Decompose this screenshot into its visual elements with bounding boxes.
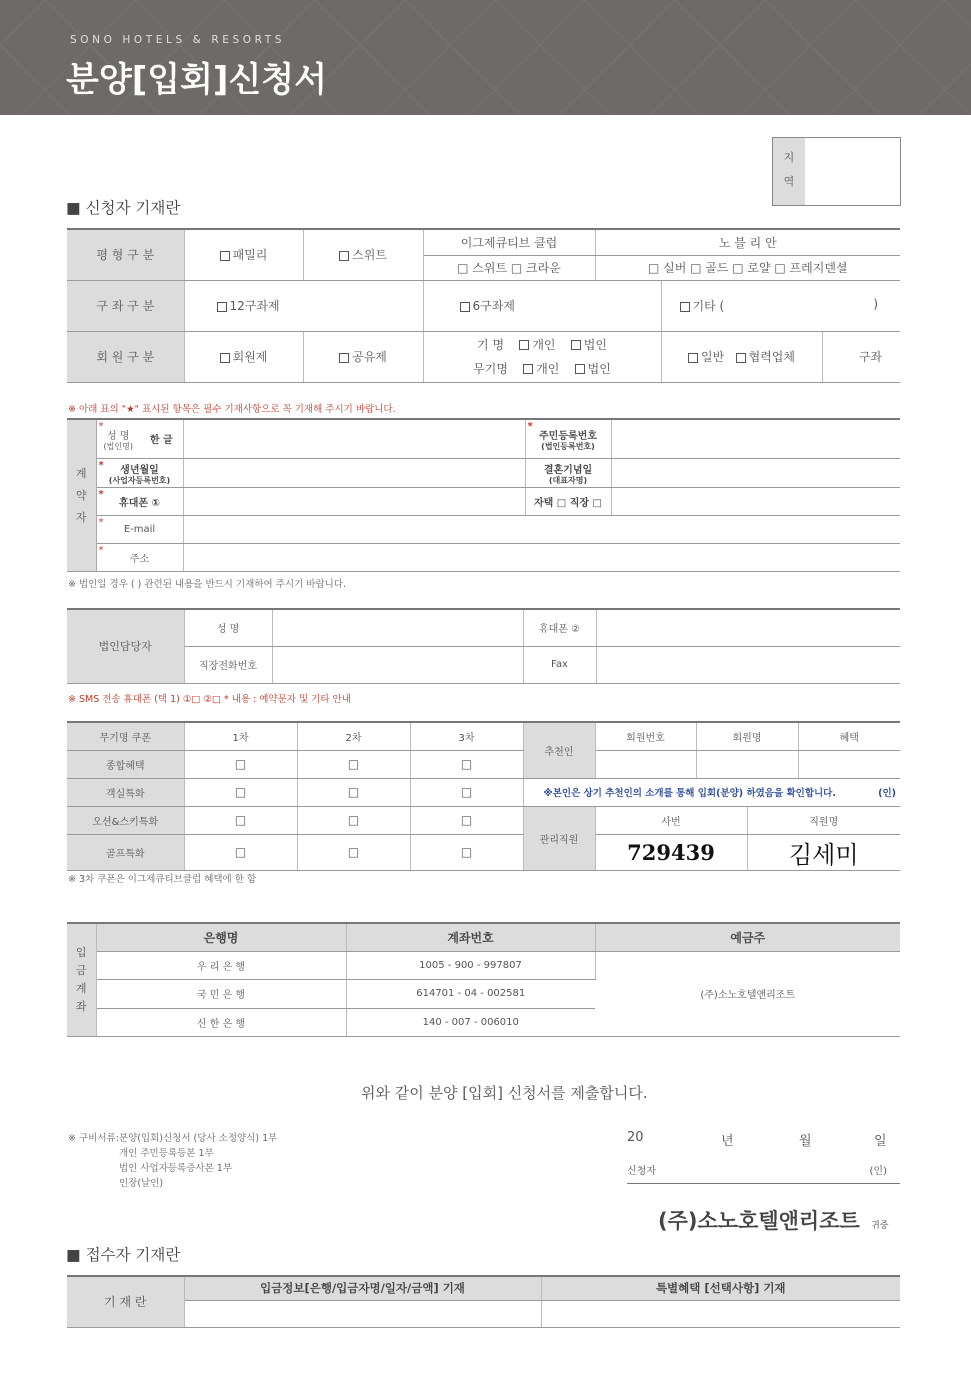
phone1-extra-field[interactable] [611, 487, 900, 515]
wedding-text: 결혼기념일 [543, 464, 593, 476]
checkbox[interactable] [523, 364, 533, 374]
rec-number-field[interactable] [595, 750, 696, 778]
other-close: ) [873, 297, 878, 311]
coupon-checkbox[interactable]: □ [297, 750, 410, 778]
checkbox[interactable] [736, 353, 746, 363]
bank-account: 140 - 007 - 006010 [346, 1008, 595, 1036]
coupon-checkbox[interactable]: □ [297, 834, 410, 870]
opt-6[interactable] [423, 280, 661, 331]
other-label: 기타 ( [692, 299, 725, 313]
units-cell[interactable]: 구좌 [822, 331, 900, 382]
exec-club-header: 이그제큐티브 클럽 [423, 229, 595, 255]
checkbox[interactable] [220, 353, 230, 363]
section-receiver-label: 접수자 기재란 [85, 1246, 181, 1264]
noblian-header: 노 블 리 안 [595, 229, 900, 255]
korean-label: 한 글 [140, 419, 183, 458]
noblian-options[interactable]: □ 실버 □ 골드 □ 로얄 □ 프레지덴셜 [595, 255, 900, 280]
checkbox[interactable] [460, 302, 470, 312]
checkbox[interactable] [217, 302, 227, 312]
applicant-seal: (인) [869, 1166, 887, 1177]
opt12-label: 12구좌제 [229, 299, 280, 313]
corp-name-field[interactable] [272, 609, 523, 646]
opt-suite[interactable] [303, 229, 423, 280]
rec-benefit-field[interactable] [798, 750, 900, 778]
bank-side-label: 입 금 계 좌 [67, 923, 96, 1036]
rec-seal: (인) [878, 788, 897, 799]
checkbox[interactable] [339, 251, 349, 261]
receipt-field2[interactable] [541, 1300, 900, 1327]
phone2-label: 휴대폰 ② [523, 609, 596, 646]
phone1-field[interactable] [183, 487, 525, 515]
rec-col-name: 회원명 [696, 722, 798, 750]
rec-col-number: 회원번호 [595, 722, 696, 750]
anon-label: 무기명 [473, 361, 508, 376]
coupon-checkbox[interactable]: □ [410, 750, 523, 778]
star-icon: * [98, 421, 104, 432]
corp-name-label: 성 명 [184, 609, 272, 646]
shared-label: 공유제 [352, 350, 387, 364]
doc-item: ※ 구비서류:분양(입회)신청서 (당사 소정양식) 1부 [68, 1133, 278, 1144]
checkbox[interactable] [575, 364, 585, 374]
wedding-field[interactable] [611, 458, 900, 487]
notice-coupon: ※ 3차 쿠폰은 이그제큐티브클럽 혜택에 한 함 [68, 874, 257, 885]
wedding-label [525, 458, 611, 487]
coupon-checkbox[interactable]: □ [184, 806, 297, 834]
date-year-prefix: 20 [627, 1130, 644, 1145]
round3-header: 3차 [410, 722, 523, 750]
opt-other[interactable] [661, 280, 900, 331]
coupon-row-label: 객실특화 [67, 778, 184, 806]
receipt-col1: 입금정보[은행/입금자명/일자/금액] 기재 [184, 1276, 541, 1300]
fax-label: Fax [523, 646, 596, 683]
opt-general-partner[interactable] [661, 331, 822, 382]
bank-holder: (주)소노호텔앤리조트 [595, 951, 900, 1036]
coupon-checkbox[interactable]: □ [410, 778, 523, 806]
name-text: 성 명 [107, 430, 130, 442]
work-tel-field[interactable] [272, 646, 523, 683]
coupon-row-label: 골프특화 [67, 834, 184, 870]
email-label [96, 515, 183, 543]
header-banner [0, 0, 971, 115]
corp-label-2: 법인 [587, 361, 611, 376]
doc-item: 인장(날인) [119, 1178, 164, 1189]
bank-account: 1005 - 900 - 997807 [346, 951, 595, 979]
wedding-sub: (대표자명) [548, 475, 588, 485]
bank-table [67, 922, 900, 1037]
opt-shared[interactable] [303, 331, 423, 382]
address-text: 주소 [129, 553, 150, 565]
receipt-field1[interactable] [184, 1300, 541, 1327]
address-label [96, 543, 183, 571]
coupon-table [67, 721, 900, 871]
rec-confirm-text: ※본인은 상기 추천인의 소개를 통해 입회(분양) 하였음을 확인합니다. [543, 788, 836, 799]
birth-text: 생년월일 [120, 464, 159, 476]
name-sub: (법인명) [103, 441, 133, 451]
notice-required: ※ 아래 표의 "★" 표시된 항목은 필수 기재사항으로 꼭 기재해 주시기 바랍니다. [68, 404, 396, 415]
row-unit-label: 평 형 구 분 [67, 229, 184, 280]
checkbox[interactable] [688, 353, 698, 363]
applicant-label: 신청자 [627, 1166, 656, 1177]
coupon-checkbox[interactable]: □ [410, 834, 523, 870]
coupon-checkbox[interactable]: □ [184, 834, 297, 870]
fax-field[interactable] [596, 646, 900, 683]
brand-name: SONO HOTELS & RESORTS [70, 34, 286, 46]
section-applicant-label: 신청자 기재란 [85, 199, 181, 217]
checkbox[interactable] [680, 302, 690, 312]
page-title: 분양[입회]신청서 [66, 60, 327, 100]
name-field[interactable] [183, 419, 525, 458]
email-text: E-mail [123, 523, 156, 535]
company-name [658, 1205, 888, 1235]
indiv-label: 개인 [532, 337, 556, 352]
date-month-label: 월 [799, 1134, 812, 1149]
opt6-label: 6구좌제 [472, 299, 515, 313]
checkbox[interactable] [339, 353, 349, 363]
coupon-checkbox[interactable]: □ [297, 806, 410, 834]
named-label: 기 명 [477, 337, 505, 352]
section-applicant: ■ 신청자 기재란 [66, 199, 181, 217]
contract-table [67, 418, 900, 572]
region-label: 지 역 [773, 138, 805, 205]
coupon-checkbox[interactable]: □ [297, 778, 410, 806]
checkbox[interactable] [220, 251, 230, 261]
required-docs [68, 1131, 277, 1191]
rrn-sub: (법인등록번호) [541, 441, 595, 451]
receipt-col2: 특별혜택 [선택사항] 기재 [541, 1276, 900, 1300]
corp-contact-table [67, 608, 900, 684]
receipt-label: 기 재 란 [67, 1276, 184, 1327]
receipt-table [67, 1275, 900, 1328]
bank-col-name: 은행명 [96, 923, 346, 951]
date-year-label: 년 [721, 1134, 734, 1149]
staff-id-value[interactable]: 729439 [595, 834, 747, 870]
general-label: 일반 [700, 350, 725, 364]
round1-header: 1차 [184, 722, 297, 750]
notice-sms[interactable]: ※ SMS 전송 휴대폰 (택 1) ①□ ②□ * 내용 : 예약문자 및 기타 안내 [68, 694, 351, 705]
date-day-label: 일 [874, 1134, 887, 1149]
indiv-label-2: 개인 [536, 361, 560, 376]
bank-col-account: 계좌번호 [346, 923, 595, 951]
staff-col-name: 직원명 [747, 806, 900, 834]
section-receiver: ■ 접수자 기재란 [66, 1246, 181, 1264]
rrn-text: 주민등록번호 [539, 430, 597, 442]
coupon-row-label: 종합혜택 [67, 750, 184, 778]
checkbox[interactable] [571, 340, 581, 350]
opt-12[interactable] [184, 280, 423, 331]
corp-label: 법인 [583, 337, 607, 352]
doc-item: 개인 주민등록등본 1부 [119, 1148, 214, 1159]
company-suffix: 귀중 [871, 1221, 889, 1231]
phone1-label [96, 487, 183, 515]
region-box [772, 137, 901, 206]
email-field[interactable] [183, 515, 900, 543]
address-field[interactable] [183, 543, 900, 571]
coupon-checkbox[interactable]: □ [184, 750, 297, 778]
bank-name: 신 한 은 행 [96, 1008, 346, 1036]
bank-account: 614701 - 04 - 002581 [346, 979, 595, 1008]
staff-name-value[interactable]: 김세미 [747, 834, 900, 870]
bank-name: 국 민 은 행 [96, 979, 346, 1008]
partner-label: 협력업체 [748, 350, 795, 364]
star-icon: * [98, 516, 104, 528]
company-text: (주)소노호텔앤리조트 [658, 1209, 860, 1233]
birth-field[interactable] [183, 458, 525, 487]
checkbox[interactable] [519, 340, 529, 350]
coupon-row-label: 오션&스키특화 [67, 806, 184, 834]
birth-sub: (사업자등록번호) [108, 475, 171, 485]
doc-item: 법인 사업자등록증사본 1부 [119, 1163, 233, 1174]
rrn-label [525, 419, 611, 458]
opt-family[interactable] [184, 229, 303, 280]
family-label: 패밀리 [232, 248, 268, 263]
membership-type-table [67, 228, 900, 383]
bank-name: 우 리 은 행 [96, 951, 346, 979]
bank-col-holder: 예금주 [595, 923, 900, 951]
rec-name-field[interactable] [696, 750, 798, 778]
star-icon: * [527, 421, 533, 432]
phone2-field[interactable] [596, 609, 900, 646]
opt-member[interactable] [184, 331, 303, 382]
row-account-label: 구 좌 구 분 [67, 280, 184, 331]
staff-label: 관리직원 [523, 806, 595, 870]
star-icon: * [98, 488, 104, 500]
coupon-header-label: 무기명 쿠폰 [67, 722, 184, 750]
coupon-checkbox[interactable]: □ [184, 778, 297, 806]
name-label [96, 419, 140, 458]
phone1-text: 휴대폰 ① [119, 497, 160, 509]
region-field[interactable] [805, 138, 900, 205]
suite-label: 스위트 [352, 248, 387, 263]
member-label: 회원제 [232, 350, 268, 364]
row-member-label: 회 원 구 분 [67, 331, 184, 382]
coupon-checkbox[interactable]: □ [410, 806, 523, 834]
rec-confirm [523, 778, 900, 806]
rrn-field[interactable] [611, 419, 900, 458]
exec-club-options[interactable]: □ 스위트 □ 크라운 [423, 255, 595, 280]
round2-header: 2차 [297, 722, 410, 750]
home-work-select[interactable]: 자택 □ 직장 □ [525, 487, 611, 515]
applicant-line[interactable] [627, 1162, 900, 1184]
recommender-label: 추천인 [523, 722, 595, 778]
notice-corp: ※ 법인일 경우 ( ) 관련된 내용을 반드시 기재하여 주시기 바랍니다. [68, 579, 347, 590]
date-line[interactable] [627, 1130, 887, 1149]
named-anon-options[interactable] [423, 331, 661, 382]
contract-side-label: 계 약 자 [67, 419, 96, 571]
work-tel-label: 직장전화번호 [184, 646, 272, 683]
rec-col-benefit: 혜택 [798, 722, 900, 750]
birth-label [96, 458, 183, 487]
star-icon: * [98, 544, 104, 556]
star-icon: * [98, 459, 104, 471]
staff-col-id: 사번 [595, 806, 747, 834]
corp-label: 법인담당자 [67, 609, 184, 683]
submit-statement: 위와 같이 분양 [입회] 신청서를 제출합니다. [361, 1084, 648, 1102]
